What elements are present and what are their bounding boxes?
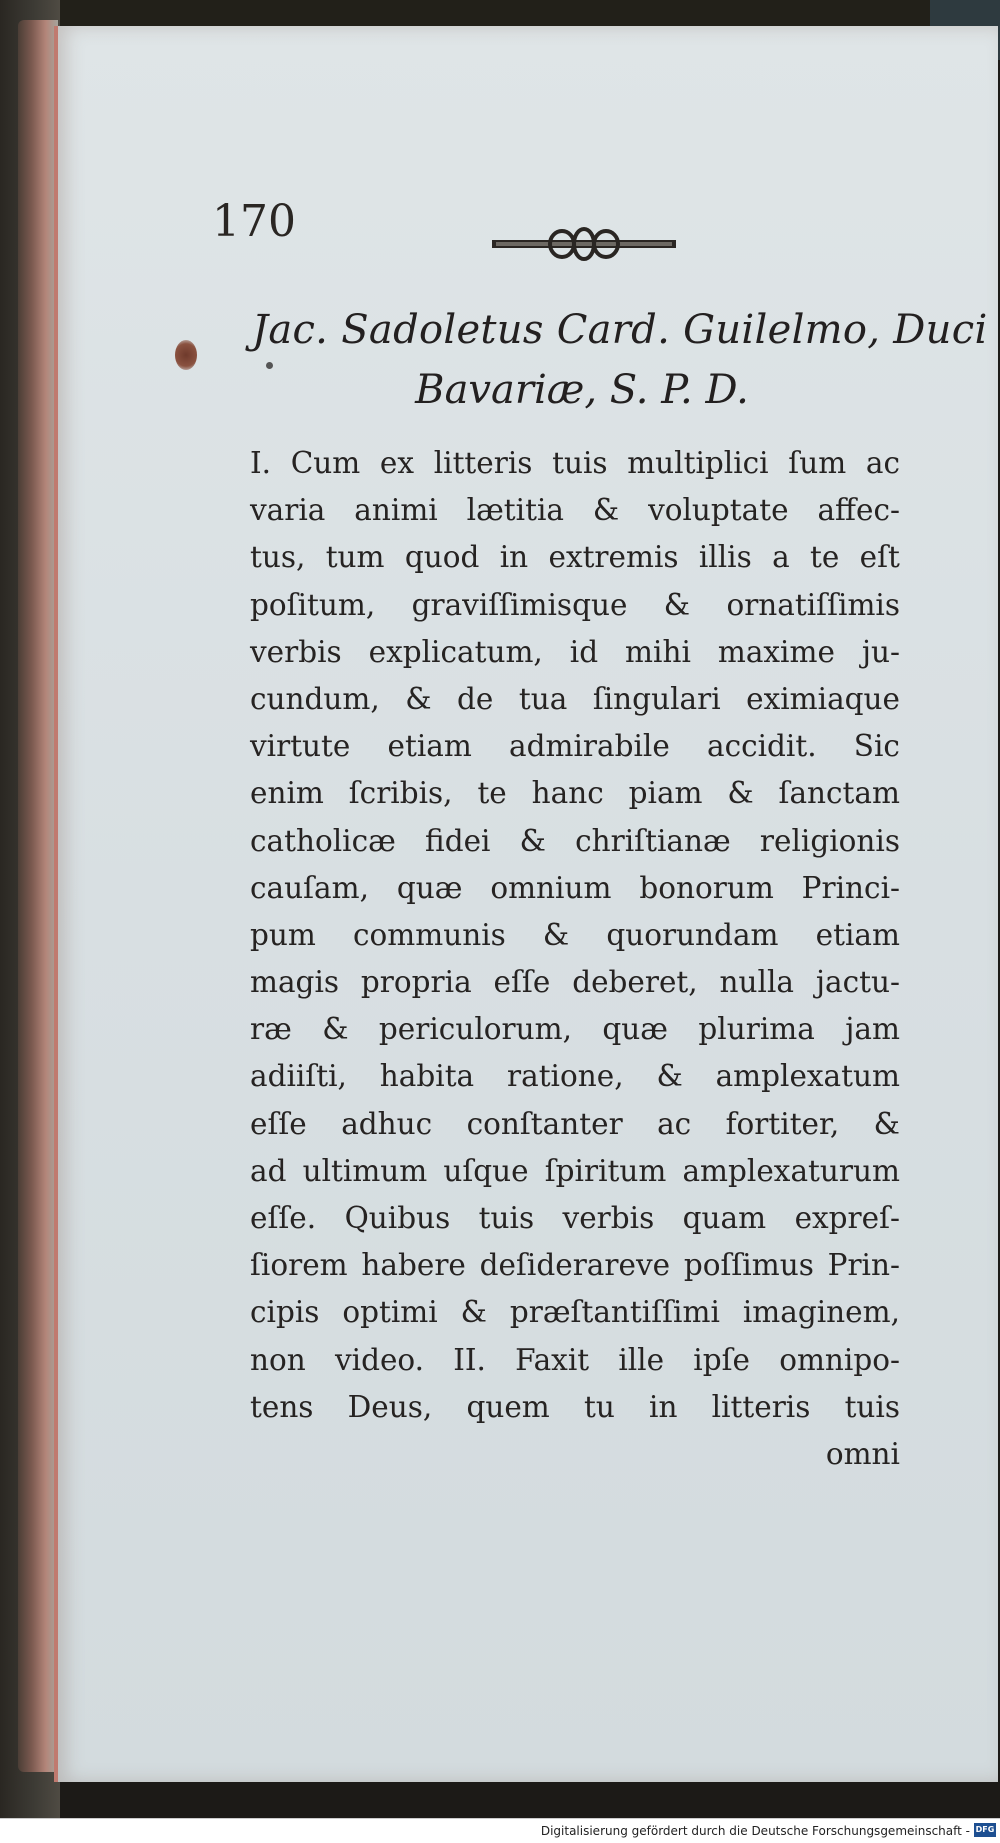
heading-line-1: Jac. Sadoletus Card. Guilelmo, Duci bbox=[252, 307, 988, 353]
word: & bbox=[592, 493, 620, 528]
word: religionis bbox=[759, 823, 900, 858]
word: accidit. bbox=[706, 729, 817, 764]
word: in bbox=[649, 1389, 678, 1424]
word: tuis bbox=[478, 1201, 535, 1235]
word: I. bbox=[250, 446, 272, 480]
word: cundum, bbox=[250, 681, 380, 716]
word: ju- bbox=[861, 634, 900, 669]
word: Sic bbox=[853, 729, 900, 764]
word: quæ bbox=[396, 870, 463, 905]
text-line bbox=[250, 629, 900, 676]
word: jam bbox=[845, 1012, 900, 1047]
text-line bbox=[250, 912, 900, 959]
word: tuis bbox=[552, 446, 608, 480]
word: illis bbox=[698, 540, 752, 575]
text-line bbox=[250, 487, 900, 534]
text-line bbox=[250, 723, 900, 770]
word: deſiderareve bbox=[479, 1248, 671, 1283]
word: in bbox=[499, 540, 529, 575]
word: litteris bbox=[433, 446, 533, 480]
word: te bbox=[810, 540, 840, 575]
word: amplexaturum bbox=[682, 1153, 900, 1188]
word: & bbox=[542, 917, 570, 952]
word: conſtanter bbox=[466, 1106, 623, 1141]
ornament-divider-icon bbox=[492, 226, 676, 262]
heading-line-2: Bavariæ, S. P. D. bbox=[415, 367, 749, 413]
word: & bbox=[873, 1106, 900, 1141]
word: Deus, bbox=[347, 1389, 433, 1424]
text-line bbox=[250, 1337, 900, 1384]
word: tuis bbox=[844, 1389, 900, 1424]
text-line bbox=[250, 1195, 900, 1242]
word: ſcribis, bbox=[348, 776, 453, 811]
word: uſque bbox=[443, 1153, 529, 1188]
text-line bbox=[250, 1006, 900, 1053]
word: imaginem, bbox=[742, 1295, 900, 1330]
word: & bbox=[460, 1295, 487, 1330]
word: quorundam bbox=[606, 917, 779, 952]
word: etiam bbox=[387, 729, 472, 764]
word: omnipo- bbox=[779, 1342, 900, 1377]
word: graviſſimisque bbox=[411, 587, 628, 622]
word: hanc bbox=[531, 776, 604, 811]
word: propria bbox=[360, 965, 472, 1000]
word: ræ bbox=[250, 1012, 292, 1047]
word: expreſ- bbox=[794, 1201, 900, 1235]
word: habere bbox=[361, 1248, 466, 1283]
word: catholicæ bbox=[250, 823, 396, 858]
word: ornatiſſimis bbox=[726, 587, 900, 622]
word: & bbox=[663, 587, 691, 622]
word: ultimum bbox=[302, 1153, 428, 1188]
word: & bbox=[405, 681, 432, 716]
footer-credit: Digitalisierung gefördert durch die Deutsche Forschungsgemeinschaft - bbox=[540, 1824, 970, 1838]
word: ille bbox=[618, 1342, 665, 1377]
word: plurima bbox=[698, 1012, 815, 1047]
word: Faxit bbox=[515, 1342, 590, 1377]
word: verbis bbox=[250, 634, 342, 669]
text-line bbox=[250, 1101, 900, 1148]
word: & bbox=[322, 1012, 349, 1047]
word: poſitum, bbox=[250, 587, 376, 622]
catchword bbox=[250, 1431, 900, 1478]
word: II. bbox=[453, 1342, 486, 1377]
word: bonorum bbox=[639, 870, 774, 905]
word: explicatum, bbox=[368, 634, 543, 669]
word: pum bbox=[250, 917, 316, 952]
word: periculorum, bbox=[378, 1012, 572, 1047]
word: te bbox=[477, 776, 507, 811]
body-text bbox=[250, 440, 900, 1478]
word: virtute bbox=[250, 729, 351, 764]
word: eximiaque bbox=[746, 681, 900, 716]
footer-bar bbox=[0, 1818, 1000, 1843]
word: adhuc bbox=[341, 1106, 433, 1141]
letter-heading bbox=[252, 300, 988, 420]
word: jactu- bbox=[815, 965, 900, 1000]
text-line bbox=[250, 1148, 900, 1195]
word: non bbox=[250, 1342, 306, 1377]
word: ac bbox=[865, 446, 900, 480]
word: habita bbox=[379, 1059, 475, 1094]
word: quam bbox=[682, 1201, 767, 1235]
word: Princi- bbox=[801, 870, 900, 905]
word: Prin- bbox=[827, 1248, 900, 1283]
word: lætitia bbox=[466, 493, 564, 528]
text-line bbox=[250, 534, 900, 581]
word: affec- bbox=[817, 493, 900, 528]
word: a bbox=[772, 540, 790, 575]
word: eſſe bbox=[250, 1106, 307, 1141]
text-line bbox=[250, 770, 900, 817]
word: præſtantiſſimi bbox=[509, 1295, 720, 1330]
text-line bbox=[250, 1053, 900, 1100]
word: & bbox=[727, 776, 754, 811]
word: ratione, bbox=[507, 1059, 624, 1094]
word: enim bbox=[250, 776, 324, 811]
text-line bbox=[250, 959, 900, 1006]
word: & bbox=[519, 823, 546, 858]
word: deberet, bbox=[572, 965, 698, 1000]
word: ſiorem bbox=[250, 1248, 348, 1283]
word: ſpiritum bbox=[544, 1153, 667, 1188]
catchword-text: omni bbox=[825, 1436, 900, 1471]
word: etiam bbox=[815, 917, 900, 952]
word: eſt bbox=[859, 540, 900, 575]
text-line bbox=[250, 440, 900, 487]
text-line bbox=[250, 1242, 900, 1289]
word: maxime bbox=[717, 634, 835, 669]
word: ac bbox=[657, 1106, 692, 1141]
word: ſanctam bbox=[778, 776, 900, 811]
dfg-logo-icon: DFG bbox=[974, 1823, 996, 1837]
word: varia bbox=[250, 493, 326, 528]
word: quæ bbox=[602, 1012, 668, 1047]
page-number: 170 bbox=[212, 196, 296, 247]
word: & bbox=[656, 1059, 683, 1094]
word: ad bbox=[250, 1153, 287, 1188]
word: poſſimus bbox=[683, 1248, 814, 1283]
word: fortiter, bbox=[725, 1106, 840, 1141]
word: ſingulari bbox=[592, 681, 721, 716]
word: quod bbox=[404, 540, 480, 575]
word: eſſe bbox=[493, 965, 551, 1000]
word: ipſe bbox=[693, 1342, 750, 1377]
text-line bbox=[250, 676, 900, 723]
word: fidei bbox=[425, 823, 491, 858]
word: eſſe. bbox=[250, 1201, 317, 1235]
word: id bbox=[569, 634, 599, 669]
word: Cum bbox=[290, 446, 361, 480]
word: ſum bbox=[788, 446, 847, 480]
word: cipis bbox=[250, 1295, 320, 1330]
word: animi bbox=[354, 493, 438, 528]
word: video. bbox=[334, 1342, 425, 1377]
word: voluptate bbox=[648, 493, 789, 528]
word: quem bbox=[466, 1389, 550, 1424]
word: nulla bbox=[719, 965, 795, 1000]
word: verbis bbox=[562, 1201, 655, 1235]
word: extremis bbox=[548, 540, 679, 575]
word: omnium bbox=[490, 870, 612, 905]
word: communis bbox=[352, 917, 506, 952]
word: magis bbox=[250, 965, 340, 1000]
word: multiplici bbox=[627, 446, 769, 480]
word: litteris bbox=[711, 1389, 811, 1424]
text-line bbox=[250, 865, 900, 912]
word: tus, bbox=[250, 540, 306, 575]
text-line bbox=[250, 1384, 900, 1431]
word: tum bbox=[325, 540, 385, 575]
text-line bbox=[250, 818, 900, 865]
word: amplexatum bbox=[715, 1059, 900, 1094]
word: mihi bbox=[625, 634, 691, 669]
page-stack-edge bbox=[18, 20, 58, 1772]
word: Quibus bbox=[344, 1201, 451, 1235]
word: optimi bbox=[342, 1295, 438, 1330]
word: chriſtianæ bbox=[575, 823, 731, 858]
text-line bbox=[250, 582, 900, 629]
scan-top-border bbox=[0, 0, 1000, 28]
word: admirabile bbox=[509, 729, 670, 764]
word: tens bbox=[250, 1389, 314, 1424]
word: adiiſti, bbox=[250, 1059, 347, 1094]
word: tua bbox=[518, 681, 568, 716]
word: cauſam, bbox=[250, 870, 369, 905]
word: de bbox=[457, 681, 494, 716]
word: ex bbox=[379, 446, 415, 480]
word: tu bbox=[583, 1389, 615, 1424]
ink-stain bbox=[175, 340, 197, 370]
text-line bbox=[250, 1289, 900, 1336]
word: piam bbox=[628, 776, 703, 811]
